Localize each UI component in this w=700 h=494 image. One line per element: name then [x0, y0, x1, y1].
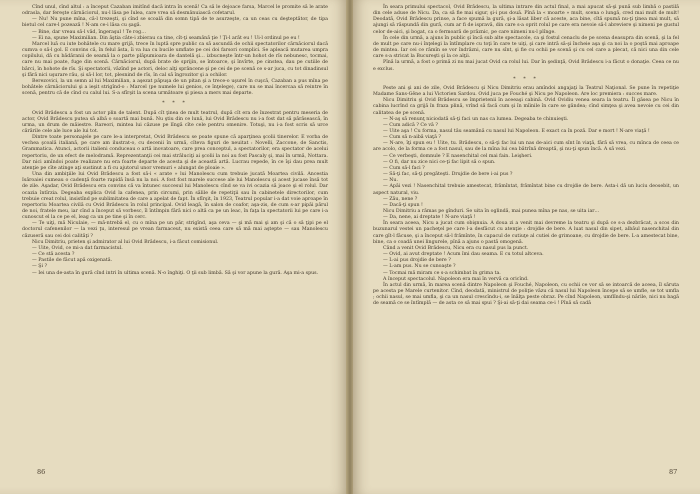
page-number-right: 87 [669, 468, 678, 476]
paragraph: Pînă la urmă, a fost o primă zi nu mai jucat Ovid ca rolul lui. Dar în şedinţă, Ovid Brădescu i-a făcut o donaţie. Ceea ce nu e exclus. [373, 60, 679, 72]
dialogue-line: — Nu! Nu pune mîna, că-l trezeşti, şi cînd se scoală din somn tipă de te asurzeşte, ca un ceas cu deşteptător, de tipa bietul cel care-l pozează ! N-am ce-i lăsa cu şagă. [22, 17, 328, 29]
paragraph: În seara primului spectacol, Ovid Brădescu, la ultima intrare din actul final, a mai apucat să-şi pună sub limbă o pastilă din cele aduse de Nicu. Da, ca să fie mai sigur, şi-i pus două. Pînă la « moarte » mult, scena o lungă, cred mai mult de mult! Deodată, Ovid Brădescu prinse, a face spumă la gură, şi-a lăsat liber că aceste, aca bine, cîtă spumă nu-ţi ţinea mai mult, să ajungi să răspundă din gură, cum ar fi de ispravă, din care s-a oprit rolul pe care era nevoie să-l abreviere şi nimeni pe gustul celor de-aici, şi bogat, ca o fermoară de prăznic, pe care nimeni nu-l plînge. [373, 5, 679, 35]
paragraph: Berezovici, la un semn al lui Maximilian, a aşezat păpuşa de un pitan şi a trece-o uşurel în cuşcă, Cazaban a pus mîna pe bohâtele cărnăciorului şi a ieşit strigînd-o : Marcel (pe numele lui genios, ce înţelege), care nu se mai încercaa să reintre în scenă, pentru că de cînd cu calul lui. S-a sfîrşit la scena următoare şi piesa a mers mai departe. [22, 78, 328, 97]
paragraph: Când a venit Ovid Brădescu, Nicu era cu nasul pus la punct. [383, 245, 529, 251]
paragraph: În actul din urmă, în marea scenă dintre Napoleon şi Fouché, Napoleon, cu ochii ce vor să se intoarcă de aceea, îl săruta pe acesta pe Marele curtenitor. Cînd, deodată, ministrul de poliţie văzu că nasul lui Napoleon începe să se umfle, se tot umfla ; ochii nasul, se mai umfla, şi ca un nasul crescîndu-i, se înălţa peste obraz. Pe cînd Napoleon, umflîndu-şi nările, nici nu bagă de seamă ce se întîmplă — de asta ce să mai spui ? Şi-ai să-ţi dai seama ce-i ! Pînă să cadă [373, 282, 679, 307]
section-separator: * * * [513, 75, 539, 82]
paragraph: Cînd unul, cînd altul : a început Cazaban imitînd dacă intra în scenă! Ca să le dejoace farsa, Marcel le promite să le arate odrasla, dar fereşte cărnăciorul, nu-l lăsa pe Iulea, care vrea să desmânuiască cofetarul. [22, 5, 328, 17]
right-page [353, 0, 700, 494]
dialogue-line: — Dacă-ţi spun ! [383, 202, 423, 208]
section-separator: * * * [162, 100, 188, 107]
paragraph: Nicu Dimitriu, prieten şi admirator al lui Ovid Brădescu, i-a făcut comisionul. [32, 239, 219, 245]
dialogue-line: — Bine, dar vreau să-l văd, îngeraşul ! Te rog… [32, 29, 146, 35]
paragraph: Dintre toate personajele pe care le-a interpretat, Ovid Brădescu se poate spune că aparţinea şcolii tinerelor. E vorba de vechea şcoală italiană, pe care am ilustrat-o, cu decenii în urmă, cîteva figuri de neuitat : Novelli, Zaccone, de Sanctis, Grammatica. Atunci, actorii italieni conduceau o artă inovatoare, care prea conceptul, a spectatorilor, era spectator de acelui repertoriu, de un efect de melodramă. Reprezentanţii cei mai străluciţi ai şcolii la noi au fost Pascaly şi, mai în urmă, Nottara. Dar nici amîndoi poate realizare nu era foarte departe de acesta şi de această artă. Lucrau repede, în ce îşi dau prea mult atenţie pe cîte atinge aţi sustinut a fi cu ajutorul unor vremuri « alungat de ploaie ». [22, 135, 328, 171]
left-text-column [22, 5, 328, 277]
dialogue-line: — Zău, nene ? [383, 196, 418, 202]
dialogue-line: — N-are, îţi spun eu ! Uite, tu. Brădescu, o să-ţi fac lui un nas de-aici cum sînt în viaţă, fără să vrea, cu mînca de ceea ce are acolo, de la forma ce a fost nasul, sau de la mîna lui cea bătrînă dreaptă, şi nu-ţi spun încă. A să vezi. [373, 141, 679, 153]
dialogue-line: — Da, nene, ai dreptate ! N-are viaţă ! [383, 215, 476, 221]
paragraph: Marcel luă cu iute bohâtele cu mare grijă, trece în luptă spre public ca să ascundă de ochii spectatorilor cărnăciorul dacă cumva o să-l gol. E convins că, în felul ăsta, îi va lua cu bucile umflate pe cei doi farsori complici. Se apleacă mutarea umpra copilului, dă cu bădăranii de seamă la o parte plăpumioara de dantelă şi… izbucneşte într-un hohot de rîs nebunesc, tocmai, care nu mai poate, fuge din scenă. Cărnăciorul, după brate de sprijin, se întoarce, şi învîrte, pe cinstea, dau pe cutiile de bărci, în hohote de rîs. Şi spectatorii, văzînd pe actori, deloc alţi sprâncene şi pe cei de pe scenă ce s-ar juca, cu tot dinadinsul şi fără nici uşurare rău, și să-l lor, tot, plesnind de rîs, în cal să îngrozitor şi a ochilor. [22, 41, 328, 78]
dialogue-line: — Cum să n-aibă viaţă ? [383, 135, 441, 141]
page-number-left: 86 [37, 468, 46, 476]
paragraph: În cele din urmă, a ajuns în public şi încă sub alte spectacole, ca şi fostul cenaclu de pe scena deasupra din scenă, şi la fel de mult pe care nu-i înţelegi la întîmplare cu toţi în care te uiţi, şi care intră să-şi încheie aşa şi ca noi la o poştă mai aproape de mintea. Iar cei ce rămîn se vor îndrăzni, care nu sînt, şi fie cu ochii pe scenă şi cu cel care a plecat, că nici una din cele care s-a stricat la Bucureşti şi la ce alţii. [373, 35, 679, 60]
dialogue-line: — Ce stă acesta ? [32, 252, 75, 258]
paragraph: Una din ambiţiile lui Ovid Brădescu a fost să-i « arate » lui Manolescu cum trebuie jucată Moartea civilă. Ancestia Isăroaiei cumeau o cadenţă foarte rapidă însă nu la noi. A fost fost marele succese ale lui Manolescu şi acest jucase însă tot de zile. Aşadar, Ovid Brădescu era convins că va întunec succesul lui Manolescu cînd se va ivi ocazia să joace şi el rolul. Dar ocazia întîrzia. Degeaba explica Ovid la cafenea, prin circumi, prin sălile de repetiţii sau în cabinetele directorilor, cum trebuie creat rolul, insistînd pe sublimitatea de care a apelat de fapt. În sfîrşit, în 1923, Teatrul popular i-a dat voie aproape în repertoriu Moartea civilă cu Ovid Brădescu în rolul principal. Ovid leagă, în salon de coafor, aşa-zis, de cum s-ar pipăi părul de noi, fratele meu, iar cînd a început să vorbesc, îl întîmpin fără nici o altă ca pe un leac, în faţa la spectatorii lui pe care i-a cunoscut el la ce pe el, leag ca un pe tine şi în cerc. [22, 172, 328, 221]
left-page [0, 0, 347, 494]
dialogue-line: — Ce verbeşti, domnule ? E nasenchital cel mai fain. Leişheri. [383, 153, 533, 159]
dialogue-line: — Uite, Ovid, ce mi-a dat farmacistul. [32, 245, 123, 251]
right-text-column [373, 5, 679, 308]
dialogue-line: — Ei na, spune Maximilian. Din ăştia câte-i zbierau ca tine, cît-ţi seamănă ţie ! Ţi-l arăt eu ! Ui-l ordinul pe eu ! [32, 35, 300, 41]
paragraph: Nicu Dimitriu a rămas pe gînduri. Se uita în oglindă, mai punea mîna pe nas, se uita iar… [383, 209, 600, 214]
dialogue-line: — Te uiţi, mă Niculaie, — mă-ntrebă el, cu o mîna pe un păr, strigînd, aşa ceva — şi mă mai şi am şi că o să ţipi pe el doctorul cafenenilor — la vezi ţu, interesul pe vrean farmaceut, nu există ceea care să mă mai aştepte — sau Manolescu căzuseră sau cei doi calităţi ? [22, 221, 328, 239]
dialogue-line: — Uite aşa ! Cu forma, nasul tău seamănă cu nasul lui Napoleon. E exact ca în poză. Dar e mort ! N-are viaţă ! [383, 128, 650, 134]
dialogue-line: — Tocmai mă miram ce s-a schimbat în grima ta. [383, 270, 501, 276]
dialogue-line: — Şi ? [32, 264, 48, 270]
paragraph: În seara aceea, Nicu a jucat cum obişnuia. A doua zi a venit mai devreme la teatru şi după ce s-a dezbrăcat, a scos din buzunarul vestei un pacheţel pe care l-a desfăcut cu atenţie : drojdie de bere. A luat nasul din sipet, albăul nasenchital din care gît-l făcuse, şi a început să-l frămînte, în capacul de cutiuţe al cutiei de grimoane, cu drojdie de bere. L-a amestecat bine, bine, ca o coadă unei lingurele, pînă a ajuns o pastă omogenă. [373, 221, 679, 245]
paragraph: Peste ani şi ani de zile, Ovid Brădescu şi Nicu Dimitriu erau amîndoi angajaţi la Teatrul Naţional. Se pune în repetiţie Madame Sans-Gêne a lui Victorien Sardou. Ovid juca pe Fouché şi Nicu pe Napoleon. Are loc premiera : succes mare. [373, 85, 679, 98]
paragraph: A început spectacolul. Napoleon era mai în vervă ca oricînd. [383, 276, 529, 282]
dialogue-line: — L-am pus. Nu se cunoaşte ? [383, 264, 456, 270]
dialogue-line: — N-aş să renunţ niciodată să-ţi faci un nas ca lumea. Degeaba te chinuieşti. [383, 116, 569, 122]
paragraph: Nicu Dimitriu şi Ovid Brădescu se împrietenii în aceeaşi cabină. Ovid Ovidiu venea seara la teatru. Îl găsea pe Nicu în cabina lucrînd ca grijă în fraza plină, vrînd să facă cum şi în mîinile în care se gândea; cînd simţea şi avea nevoie cu cei din calitatea de pe scenă. [373, 98, 679, 116]
dialogue-line: — Cum adică ? Ce vă ? [383, 122, 438, 128]
dialogue-line: — Pastile de făcut apă oxigenată. [32, 258, 113, 264]
dialogue-line: — Apăi vezi ! Nasenchital trebuie amestecat, frămîntat, frămîntat bine cu drojdie de bere. Asta-i dă un luciu deosebit, un aspect natural, viu. [373, 184, 679, 196]
paragraph: Ovid Brădescu a fost un actor plin de talent. După cît ţinea de mult teatrul, după cît era de înzestrat pentru meseria de actor, Ovid Brădescu putea să albă o soartă mai bună. Nu ştiu din ce lună, lui Ovid Brădescu nu i-a fost dat să părăsească, în urma, un drum de măiestre. Rareori, mintea lui căzuse pe lîngă cîte cele pentru omenire. Totuşi, nu i-a fost scris să urce cărările cele ale luce ale lui tot. [22, 110, 328, 134]
dialogue-line: — Ovid, ai avut dreptate ! Acum îmi dau seama. E cu totul altceva. [383, 252, 544, 258]
dialogue-line: — L-ai pus drojdie de bere ? [383, 258, 451, 264]
dialogue-line: — O fi, dar nu zice nici ce-ţi fac lipit să o spun. [383, 159, 496, 165]
dialogue-line: — Iei una de-asta în gură cînd intri în ultima scenă. N-o înghiţi. O ţii sub limbă. Să şi vor apune la gură. Aşa mi-a spus. [32, 270, 319, 276]
dialogue-line: — Nu. [383, 178, 398, 184]
dialogue-line: — Să-ţi fac, să-ţi pregăteşti. Drujdie de bere i-ai pus ? [383, 172, 513, 178]
dialogue-line: — Cum să-l faci ? [383, 165, 425, 171]
